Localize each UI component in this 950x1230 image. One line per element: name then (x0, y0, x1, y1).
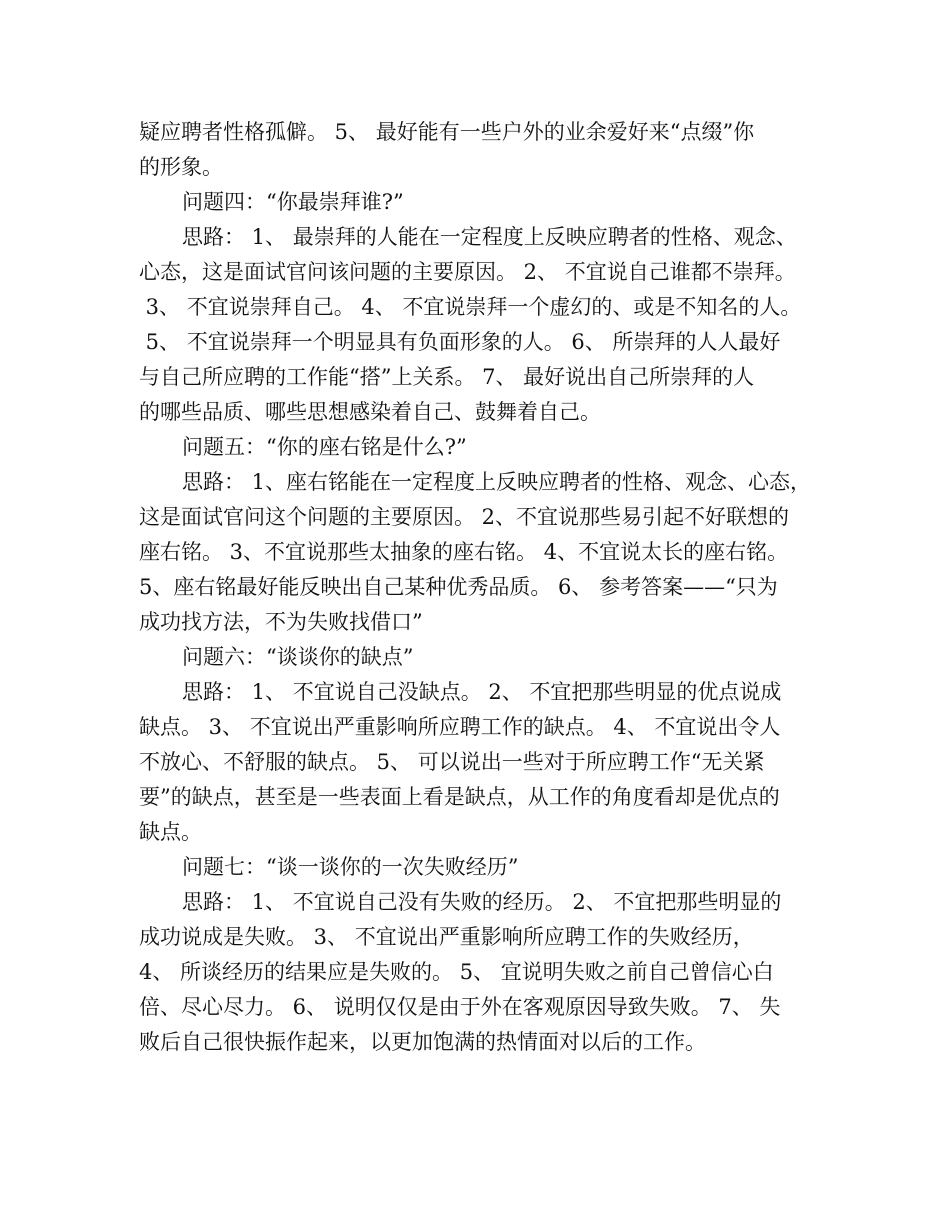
section-heading-7: 问题七：“谈一谈你的一次失败经历” (182, 855, 519, 879)
text-line: 缺点。 3、 不宜说出严重影响所应聘工作的缺点。 4、 不宜说出令人 (139, 715, 781, 739)
text-line: 思路： 1、 不宜说自己没缺点。 2、 不宜把那些明显的优点说成 (182, 680, 782, 704)
text-line: 4、 所谈经历的结果应是失败的。 5、 宜说明失败之前自己曾信心白 (139, 960, 774, 984)
text-line: 成功找方法，不为失败找借口” (139, 610, 423, 634)
text-line: 败后自己很快振作起来，以更加饱满的热情面对以后的工作。 (139, 1030, 706, 1054)
text-line: 的形象。 (139, 155, 223, 179)
section-heading-4: 问题四：“你最崇拜谁?” (182, 190, 404, 214)
text-line: 3、 不宜说崇拜自己。 4、 不宜说崇拜一个虚幻的、或是不知名的人。 (139, 295, 802, 319)
text-line: 的哪些品质、哪些思想感染着自己、鼓舞着自己。 (139, 400, 601, 424)
text-line: 思路： 1、 不宜说自己没有失败的经历。 2、 不宜把那些明显的 (182, 890, 782, 914)
section-heading-5: 问题五：“你的座右铭是什么?” (182, 435, 467, 459)
text-line: 缺点。 (139, 820, 202, 844)
text-line: 这是面试官问这个问题的主要原因。 2、不宜说那些易引起不好联想的 (139, 505, 790, 529)
text-line: 疑应聘者性格孤僻。 5、 最好能有一些户外的业余爱好来“点缀”你 (139, 120, 755, 144)
text-line: 思路： 1、座右铭能在一定程度上反映应聘者的性格、观念、心态， (182, 470, 812, 494)
text-line: 座右铭。 3、不宜说那些太抽象的座右铭。 4、不宜说太长的座右铭。 (139, 540, 789, 564)
text-line: 5、座右铭最好能反映出自己某种优秀品质。 6、 参考答案——“只为 (139, 575, 778, 599)
section-heading-6: 问题六：“谈谈你的缺点” (182, 645, 414, 669)
text-line: 5、 不宜说崇拜一个明显具有负面形象的人。 6、 所崇拜的人人最好 (139, 330, 781, 354)
text-line: 心态，这是面试官问该问题的主要原因。 2、 不宜说自己谁都不崇拜。 (139, 260, 796, 284)
text-line: 与自己所应聘的工作能“搭”上关系。 7、 最好说出自己所崇拜的人 (139, 365, 755, 389)
text-line: 成功说成是失败。 3、 不宜说出严重影响所应聘工作的失败经历， (139, 925, 754, 949)
text-line: 思路： 1、 最崇拜的人能在一定程度上反映应聘者的性格、观念、 (182, 225, 797, 249)
text-line: 不放心、不舒服的缺点。 5、 可以说出一些对于所应聘工作“无关紧 (139, 750, 765, 774)
text-line: 要”的缺点，甚至是一些表面上看是缺点，从工作的角度看却是优点的 (139, 785, 780, 809)
text-line: 倍、尽心尽力。 6、 说明仅仅是由于外在客观原因导致失败。 7、 失 (139, 995, 781, 1019)
